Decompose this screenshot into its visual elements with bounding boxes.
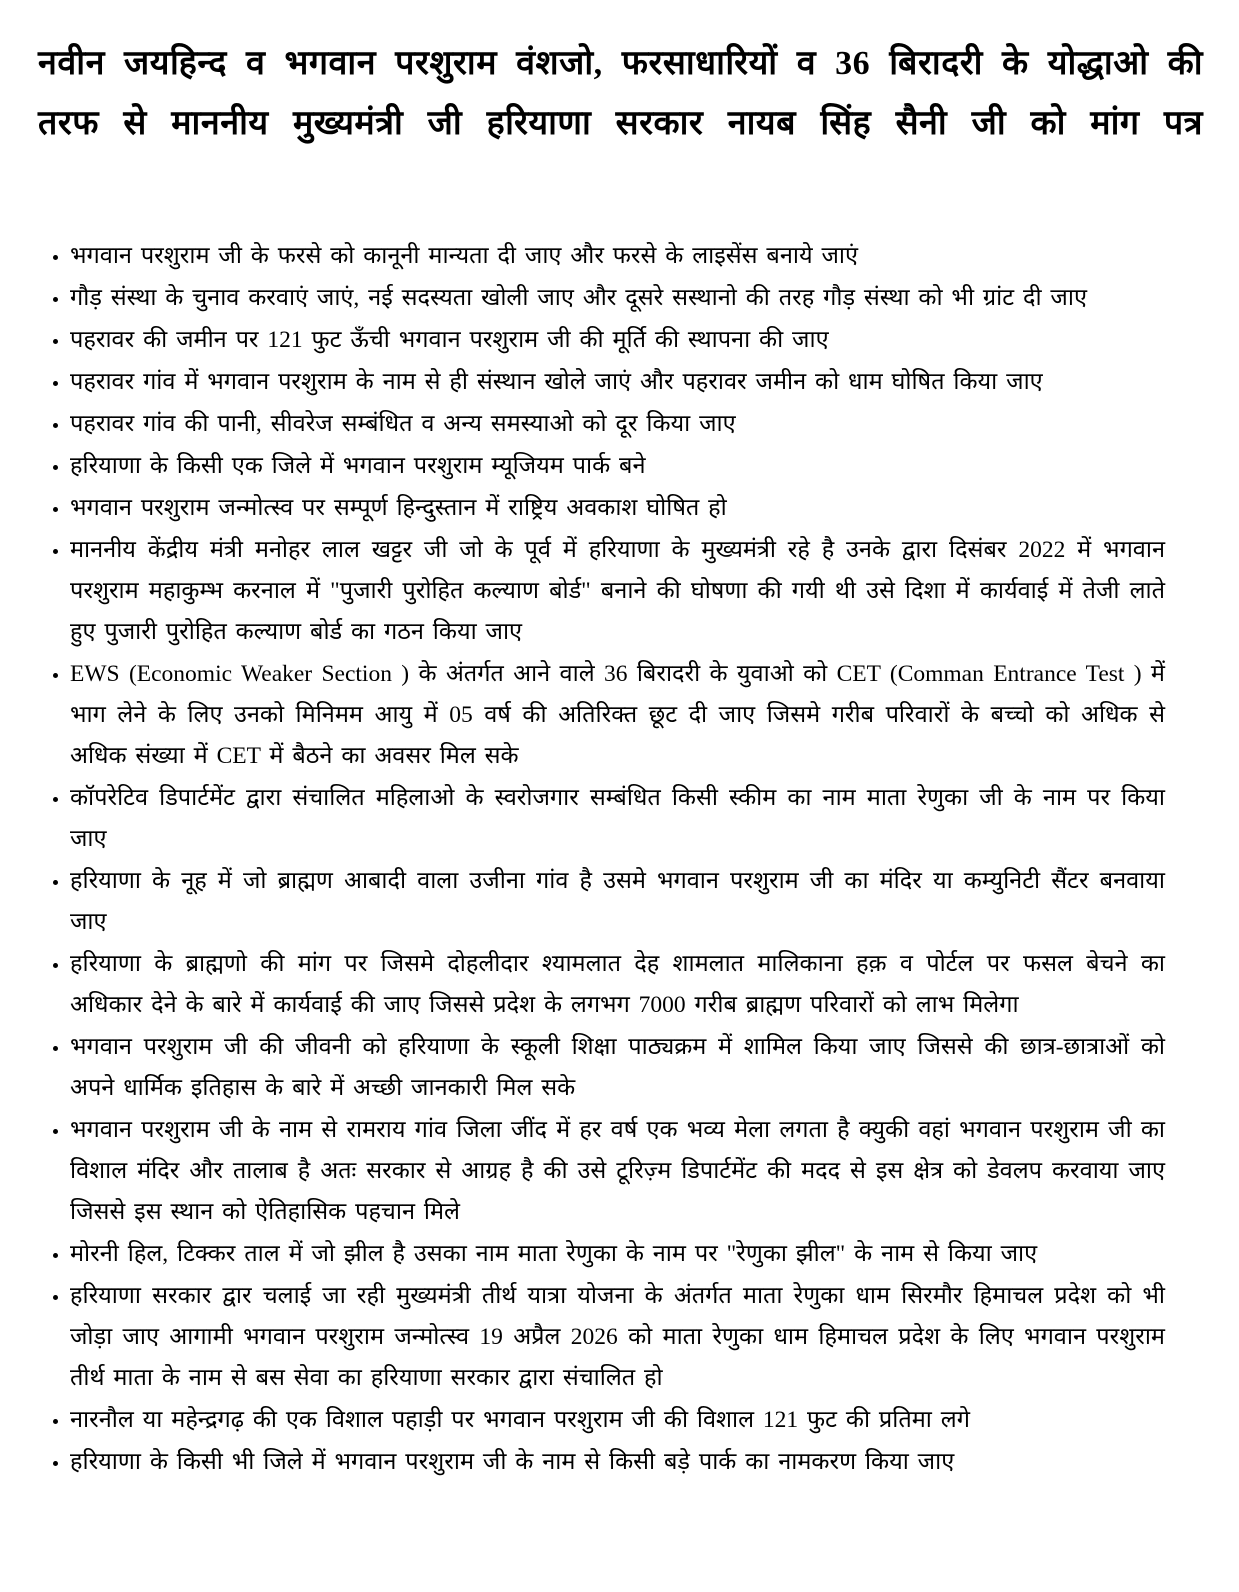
demand-item: • नारनौल या महेन्द्रगढ़ की एक विशाल पहाड़ी पर भगवान परशुराम जी की विशाल 121 फुट की प्रतिमा लगे — [70, 1400, 1165, 1441]
demand-item: • भगवान परशुराम जी के फरसे को कानूनी मान्यता दी जाए और फरसे के लाइसेंस बनाये जाएं — [70, 236, 1165, 277]
demand-item: • मोरनी हिल, टिक्कर ताल में जो झील है उसका नाम माता रेणुका के नाम पर "रेणुका झील" के नाम से किया जाए — [70, 1234, 1165, 1275]
demand-item: • पहरावर गांव की पानी, सीवरेज सम्बंधित व अन्य समस्याओ को दूर किया जाए — [70, 404, 1165, 445]
demand-item: • पहरावर की जमीन पर 121 फुट ऊँची भगवान परशुराम जी की मूर्ति की स्थापना की जाए — [70, 320, 1165, 361]
demand-item: • EWS (Economic Weaker Section ) के अंतर्गत आने वाले 36 बिरादरी के युवाओ को CET (Comman Entrance Test ) में भाग लेने के लिए उनको मिनिमम आयु में 05 वर्ष की अतिरिक्त छूट दी जाए जिसमे गरीब परिवारों के बच्चो को अधिक से अधिक संख्या में CET में बैठने का अवसर मिल सके — [70, 654, 1165, 777]
page-title: नवीन जयहिन्द व भगवान परशुराम वंशजो, फरसाधारियों व 36 बिरादरी के योद्धाओ की तरफ से माननीय मुख्यमंत्री जी हरियाणा सरकार नायब सिंह सैनी जी को मांग पत्र — [38, 45, 1203, 142]
demand-item: • गौड़ संस्था के चुनाव करवाएं जाएं, नई सदस्यता खोली जाए और दूसरे सस्थानो की तरह गौड़ संस्था को भी ग्रांट दी जाए — [70, 278, 1165, 319]
demand-item: • हरियाणा सरकार द्वार चलाई जा रही मुख्यमंत्री तीर्थ यात्रा योजना के अंतर्गत माता रेणुका धाम सिरमौर हिमाचल प्रदेश को भी जोड़ा जाए आगामी भगवान परशुराम जन्मोत्स्व 19 अप्रैल 2026 को माता रेणुका धाम हिमाचल प्रदेश के लिए भगवान परशुराम तीर्थ माता के नाम से बस सेवा का हरियाणा सरकार द्वारा संचालित हो — [70, 1276, 1165, 1399]
demand-item: • पहरावर गांव में भगवान परशुराम के नाम से ही संस्थान खोले जाएं और पहरावर जमीन को धाम घोषित किया जाए — [70, 362, 1165, 403]
demand-item: • हरियाणा के किसी भी जिले में भगवान परशुराम जी के नाम से किसी बड़े पार्क का नामकरण किया जाए — [70, 1442, 1165, 1483]
demands-list — [0, 236, 1165, 1483]
demand-item: • माननीय केंद्रीय मंत्री मनोहर लाल खट्टर जी जो के पूर्व में हरियाणा के मुख्यमंत्री रहे है उनके द्वारा दिसंबर 2022 में भगवान परशुराम महाकुम्भ करनाल में "पुजारी पुरोहित कल्याण बोर्ड" बनाने की घोषणा की गयी थी उसे दिशा में कार्यवाई में तेजी लाते हुए पुजारी पुरोहित कल्याण बोर्ड का गठन किया जाए — [70, 530, 1165, 653]
demand-item: • हरियाणा के नूह में जो ब्राह्मण आबादी वाला उजीना गांव है उसमे भगवान परशुराम जी का मंदिर या कम्युनिटी सैंटर बनवाया जाए — [70, 861, 1165, 943]
demand-item: • भगवान परशुराम जन्मोत्स्व पर सम्पूर्ण हिन्दुस्तान में राष्ट्रिय अवकाश घोषित हो — [70, 488, 1165, 529]
demand-item: • भगवान परशुराम जी के नाम से रामराय गांव जिला जींद में हर वर्ष एक भव्य मेला लगता है क्युकी वहां भगवान परशुराम जी का विशाल मंदिर और तालाब है अतः सरकार से आग्रह है की उसे टूरिज़्म डिपार्टमेंट की मदद से इस क्षेत्र को डेवलप करवाया जाए जिससे इस स्थान को ऐतिहासिक पहचान मिले — [70, 1110, 1165, 1233]
demand-item: • कॉपरेटिव डिपार्टमेंट द्वारा संचालित महिलाओ के स्वरोजगार सम्बंधित किसी स्कीम का नाम माता रेणुका जी के नाम पर किया जाए — [70, 778, 1165, 860]
demand-item: • हरियाणा के किसी एक जिले में भगवान परशुराम म्यूजियम पार्क बने — [70, 446, 1165, 487]
demand-item: • भगवान परशुराम जी की जीवनी को हरियाणा के स्कूली शिक्षा पाठ्यक्रम में शामिल किया जाए जिससे की छात्र-छात्राओं को अपने धार्मिक इतिहास के बारे में अच्छी जानकारी मिल सके — [70, 1027, 1165, 1109]
demand-item: • हरियाणा के ब्राह्मणो की मांग पर जिसमे दोहलीदार श्यामलात देह शामलात मालिकाना हक़ व पोर्टल पर फसल बेचने का अधिकार देने के बारे में कार्यवाई की जाए जिससे प्रदेश के लगभग 7000 गरीब ब्राह्मण परिवारों को लाभ मिलेगा — [70, 944, 1165, 1026]
